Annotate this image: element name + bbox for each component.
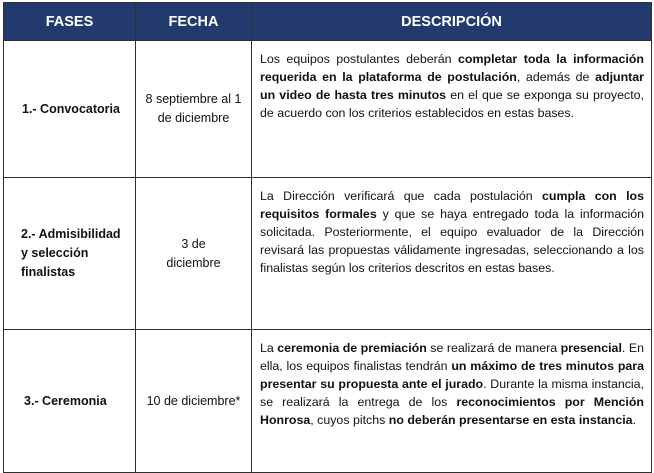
desc-segment-bold: cumpla con los requisitos formales [260,189,644,221]
table-row [4,178,652,330]
phase-date: 10 de diciembre* [136,330,252,473]
desc-segment-bold: un máximo de tres minutos para presentar su propuesta ante el jurado [260,359,644,391]
desc-segment: La Dirección verificará que cada postulación [260,189,542,203]
table-row [4,330,652,473]
phase-name: 2.- Admisibilidad y selección finalistas [4,178,136,330]
desc-segment: , además de [516,70,596,84]
desc-segment: . Durante la misma instancia, se realizará la entrega de los [260,377,645,409]
desc-segment-bold: presencial [560,341,622,355]
desc-segment: La [260,341,278,355]
desc-segment: y que se haya entregado toda la información solicitada. Posteriormente, el equipo evaluador de la Dirección revisará las propuestas válidamente ingresadas, seleccionando a los finalistas según los criterios descritos en estas bases. [260,207,644,275]
phases-table [3,2,652,473]
phase-description [252,178,652,330]
desc-segment-bold: ceremonia de premiación [277,341,427,355]
phase-name: 3.- Ceremonia [4,330,136,473]
table-row [4,41,652,178]
desc-segment: en el que se exponga su proyecto, de acuerdo con los criterios establecidos en estas bases. [260,88,644,120]
phase-name: 1.- Convocatoria [4,41,136,178]
phase-date: 3 de diciembre [136,178,252,330]
header-fases: FASES [4,3,136,41]
desc-segment-bold: completar toda la información requerida en la plataforma de postulación [260,52,644,84]
desc-segment-bold: reconocimientos por Mención Honrosa [260,395,644,427]
phase-date: 8 septiembre al 1 de diciembre [136,41,252,178]
phase-description [252,330,652,473]
desc-segment: Los equipos postulantes deberán [260,52,459,66]
desc-segment: . En ella, los equipos finalistas tendrán [260,341,644,373]
desc-segment-bold: no deberán presentarse en esta instancia [388,413,633,427]
desc-segment-bold: adjuntar un video de hasta tres minutos [260,70,644,102]
header-descripcion: DESCRIPCIÓN [252,3,652,41]
header-fecha: FECHA [136,3,252,41]
desc-segment: , cuyos pitchs [310,413,389,427]
desc-segment: se realizará de manera [426,341,561,355]
desc-segment: . [632,413,637,427]
phase-description [252,41,652,178]
header-row [4,3,652,41]
